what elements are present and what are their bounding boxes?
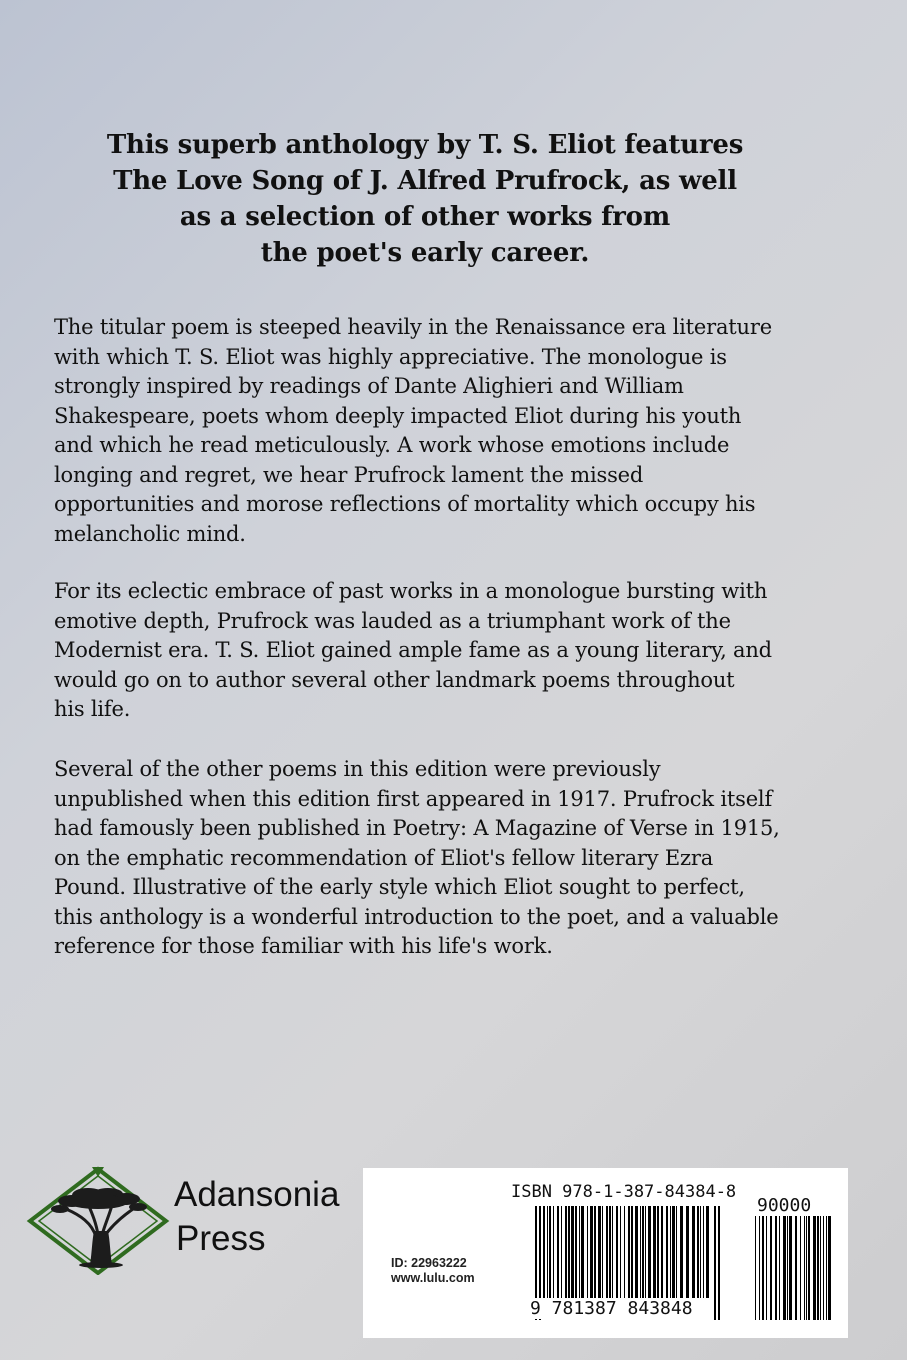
barcode-bar [823, 1216, 824, 1320]
print-id [391, 1256, 475, 1286]
barcode-bar [783, 1216, 786, 1320]
barcode-bar [661, 1206, 663, 1298]
paragraph-2 [54, 577, 814, 725]
barcode-bar [549, 1206, 551, 1298]
barcode-bar [697, 1206, 699, 1298]
barcode-bar [714, 1206, 716, 1320]
text-line: unpublished when this edition first appeared in 1917. Prufrock itself [54, 786, 773, 811]
text-line: strongly inspired by readings of Dante Alighieri and William [54, 374, 684, 398]
barcode-bar [806, 1216, 807, 1320]
barcode-bar [653, 1206, 656, 1298]
isbn-text: ISBN 978-1-387-84384-8 [511, 1182, 737, 1202]
publisher-name-line: Press [176, 1219, 266, 1258]
barcode-bar [706, 1206, 709, 1298]
barcode-bar [800, 1216, 801, 1320]
text-line: Modernist era. T. S. Eliot gained ample fame as a young literary, and [54, 638, 772, 662]
barcode-bar [817, 1216, 819, 1320]
barcode-bar [666, 1206, 668, 1298]
barcode-bar [672, 1206, 675, 1298]
barcode-bar [594, 1206, 596, 1298]
barcode-bar [561, 1206, 562, 1298]
barcode-bar [587, 1206, 588, 1298]
barcode-bar [670, 1206, 671, 1298]
headline-line: the poet's early career. [260, 238, 590, 268]
barcode-bar [640, 1206, 641, 1298]
baobab-tree-diamond-icon [26, 1165, 171, 1275]
barcode-bar [755, 1216, 756, 1320]
barcode-bar [820, 1216, 821, 1320]
publisher-name-line: Adansonia [174, 1175, 340, 1214]
barcode-bar [620, 1206, 621, 1298]
text-line: melancholic mind. [54, 521, 246, 546]
text-line: and which he read meticulously. A work whose emotions include [54, 433, 730, 457]
barcode-bar [779, 1216, 780, 1320]
text-line: Pound. Illustrative of the early style which Eliot sought to perfect, [54, 875, 745, 899]
barcode-bar [775, 1216, 777, 1320]
barcode-bar [568, 1206, 570, 1298]
barcode-bar [703, 1206, 704, 1298]
barcode-bar [770, 1216, 772, 1320]
text-line: opportunities and morose reflections of mortality which occupy his [54, 492, 756, 516]
print-website: www.lulu.com [391, 1271, 475, 1285]
barcode-box [363, 1168, 848, 1338]
barcode-bar [718, 1206, 720, 1320]
print-id-label: ID: 22963222 [391, 1256, 467, 1270]
barcode-bar [692, 1206, 695, 1298]
barcode-bar [616, 1206, 618, 1298]
barcode-bar [579, 1206, 580, 1298]
text-line: longing and regret, we hear Prufrock lament the missed [54, 462, 644, 487]
barcode-bar [686, 1206, 689, 1298]
barcode-bar [602, 1206, 603, 1298]
barcode-bar [808, 1216, 810, 1320]
text-line: The titular poem is steeped heavily in the Renaissance era literature [54, 315, 772, 339]
barcode-bar [571, 1206, 574, 1298]
barcode-bar [612, 1206, 613, 1298]
text-line: Shakespeare, poets whom deeply impacted Eliot during his youth [54, 403, 742, 428]
barcode-bar [624, 1206, 625, 1298]
barcode-bar [543, 1206, 545, 1298]
headline-line: This superb anthology by T. S. Eliot features [106, 130, 744, 160]
barcode-bar [590, 1206, 593, 1298]
text-line: Several of the other poems in this edition were previously [54, 757, 661, 781]
barcode-bar [565, 1206, 567, 1298]
barcode-bar [813, 1216, 816, 1320]
barcode-bar [700, 1206, 701, 1298]
barcode-bar [581, 1206, 584, 1298]
barcode-bar [680, 1206, 683, 1298]
barcode-bar [609, 1206, 611, 1298]
barcode-bar [648, 1206, 651, 1298]
barcode-bar [645, 1206, 646, 1298]
text-line: emotive depth, Prufrock was lauded as a triumphant work of the [54, 608, 731, 633]
text-line: For its eclectic embrace of past works in a monologue bursting with [54, 579, 768, 603]
barcode-bar [766, 1216, 767, 1320]
barcode-bar [553, 1206, 554, 1298]
text-line: reference for those familiar with his life's work. [54, 934, 553, 958]
text-line: on the emphatic recommendation of Eliot's fellow literary Ezra [54, 845, 714, 870]
barcode-bar [628, 1206, 630, 1298]
text-line: with which T. S. Eliot was highly appreciative. The monologue is [54, 344, 727, 369]
headline-line: The Love Song of J. Alfred Prufrock, as well [113, 166, 737, 196]
barcode-digits: 9 781387 843848 [530, 1298, 693, 1319]
barcode-bar [642, 1206, 644, 1298]
barcode-bar [804, 1216, 805, 1320]
barcode-bar [575, 1206, 577, 1298]
barcode-bar [598, 1206, 601, 1298]
publisher-logo [26, 1165, 366, 1275]
barcode-bar [826, 1216, 827, 1320]
barcode-bar [789, 1216, 792, 1320]
publisher-name [174, 1173, 339, 1261]
barcode-bar [795, 1216, 797, 1320]
text-line: had famously been published in Poetry: A Magazine of Verse in 1915, [54, 816, 780, 840]
text-line: his life. [54, 697, 131, 721]
barcode-bar [759, 1216, 760, 1320]
barcode-bar [657, 1206, 659, 1298]
headline-line: as a selection of other works from [179, 202, 671, 232]
barcode-bar [547, 1206, 548, 1298]
text-line: this anthology is a wonderful introduction to the poet, and a valuable [54, 904, 779, 929]
barcode-bar [631, 1206, 633, 1298]
paragraph-3 [54, 755, 814, 962]
headline [60, 127, 790, 271]
barcode-bar [557, 1206, 559, 1298]
paragraph-1 [54, 313, 814, 549]
barcode-addon-digits: 90000 [757, 1195, 812, 1216]
barcode-bar [828, 1216, 831, 1320]
barcode-bar [762, 1216, 764, 1320]
barcode-bar [676, 1206, 677, 1298]
text-line: would go on to author several other landmark poems throughout [54, 667, 735, 692]
barcode-bar [635, 1206, 638, 1298]
barcode-bar [606, 1206, 608, 1298]
barcode-bar [787, 1216, 788, 1320]
